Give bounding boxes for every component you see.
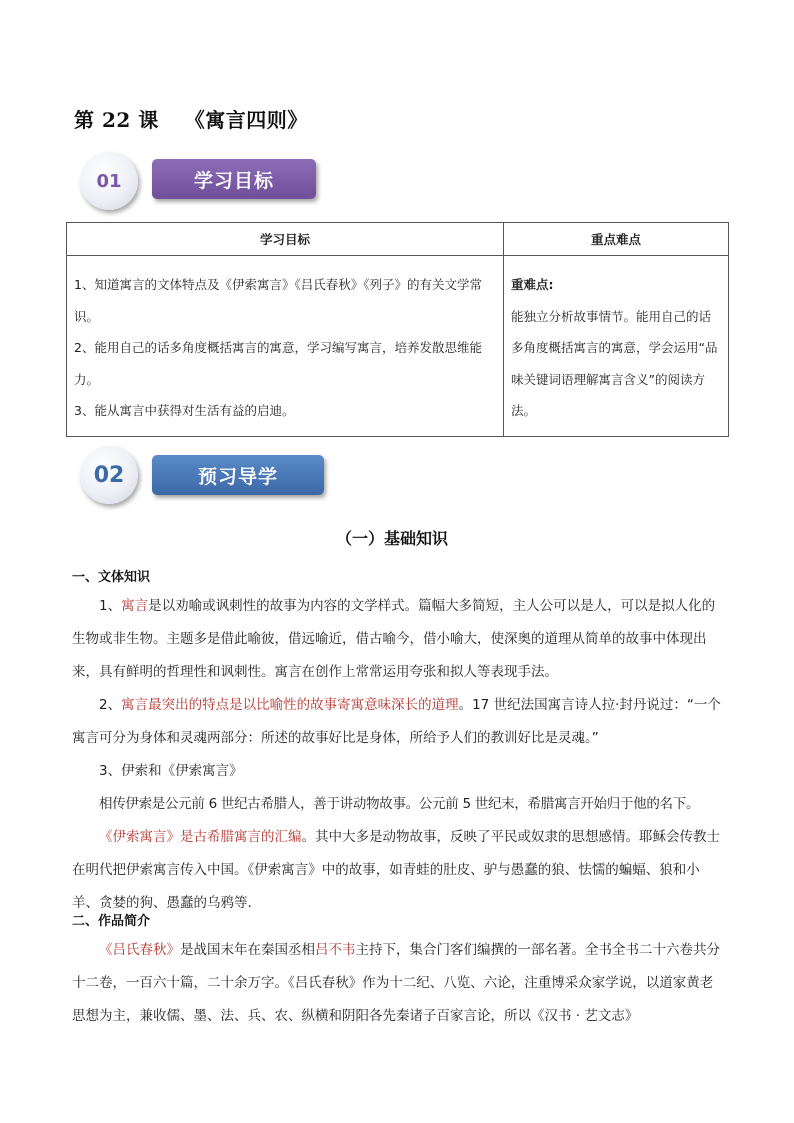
highlight-text: 吕不韦: [315, 942, 356, 958]
paragraph: [72, 934, 724, 1033]
section-badge-number: 02: [93, 462, 125, 488]
section-header-goals: [80, 150, 320, 212]
section-header-preview: [80, 446, 330, 508]
table-row: [67, 256, 729, 437]
lesson-number: 第 22 课: [74, 108, 159, 132]
lesson-name: 《寓言四则》: [184, 108, 308, 132]
section-label: 一、文体知识: [72, 570, 151, 585]
paragraph-text: 。17 世纪法国寓言诗人拉·封丹说过：“一个寓言可分为身体和灵魂两部分：所述的故事好比是身体，所给予人们的教训好比是灵魂。”: [72, 697, 721, 746]
goals-table: [66, 222, 729, 437]
key-text: 能独立分析故事情节。能用自己的话多角度概括寓言的寓意，学会运用“品味关键词语理解寓言含义”的阅读方法。: [511, 308, 718, 418]
paragraph: [72, 590, 724, 689]
lesson-title: [74, 104, 308, 133]
paragraph: [72, 821, 724, 920]
paragraph-text: 是以劝喻或讽刺性的故事为内容的文学样式。篇幅大多简短，主人公可以是人，可以是拟人化的生物或非生物。主题多是借此喻彼，借远喻近，借古喻今，借小喻大，使深奥的道理从简单的故事中体现出来，具有鲜明的哲理性和讽刺性。寓言在创作上常常运用夸张和拟人等表现手法。: [72, 598, 716, 680]
section-badge: [80, 152, 138, 210]
paragraph: 相传伊索是公元前 6 世纪古希腊人，善于讲动物故事。公元前 5 世纪末，希腊寓言开始归于他的名下。: [99, 796, 700, 812]
section-label: 二、作品简介: [72, 914, 151, 929]
goal-item: 1、知道寓言的文体特点及《伊索寓言》《吕氏春秋》《列子》的有关文学常识。: [74, 277, 482, 324]
header-key-points: 重点难点: [504, 223, 729, 256]
sub-heading: （一）基础知识: [336, 529, 449, 548]
section-banner: 预习导学: [152, 455, 324, 495]
highlight-text: 寓言最突出的特点是以比喻性的故事寄寓意味深长的道理: [121, 697, 459, 713]
paragraph-text: 主持下，集合门客们编撰的一部名著。全书全书二十六卷共分十二卷，一百六十篇，二十余万字。《吕氏春秋》作为十二纪、八览、六论，注重博采众家学说，以道家黄老思想为主，兼收儒、墨、法、兵、农、纵横和阴阳各先秦诸子百家言论，所以《汉书 · 艺文志》: [72, 942, 720, 1024]
highlight-text: 《伊索寓言》是古希腊寓言的汇编: [99, 829, 302, 845]
paragraph-prefix: 2、: [99, 697, 122, 713]
table-header-row: [67, 223, 729, 256]
paragraph-prefix: 1、: [99, 598, 122, 614]
paragraph: [72, 689, 724, 755]
goal-item: 3、能从寓言中获得对生活有益的启迪。: [74, 403, 295, 418]
highlight-text: 寓言: [121, 598, 149, 614]
paragraph-text: 。其中大多是动物故事，反映了平民或奴隶的思想感情。耶稣会传教士在明代把伊索寓言传入中国。《伊索寓言》中的故事，如青蛙的肚皮、驴与愚蠢的狼、怯懦的蝙蝠、狼和小羊、贪婪的狗、愚蠢的乌鸦等.: [72, 829, 720, 911]
section-badge: [80, 446, 138, 504]
paragraph-text: 是战国末年在秦国丞相: [180, 942, 315, 958]
section-badge-number: 01: [96, 170, 122, 192]
goal-item: 2、能用自己的话多角度概括寓言的寓意，学习编写寓言，培养发散思维能力。: [74, 340, 482, 387]
key-points-cell: [504, 256, 729, 437]
body-text: [72, 590, 724, 920]
goals-cell: [67, 256, 504, 437]
body-text: [72, 934, 724, 1033]
key-label: 重难点:: [511, 277, 554, 292]
section-banner: 学习目标: [152, 159, 316, 199]
header-goals: 学习目标: [67, 223, 504, 256]
highlight-text: 《吕氏春秋》: [99, 942, 180, 958]
paragraph: 3、伊索和《伊索寓言》: [99, 763, 243, 779]
